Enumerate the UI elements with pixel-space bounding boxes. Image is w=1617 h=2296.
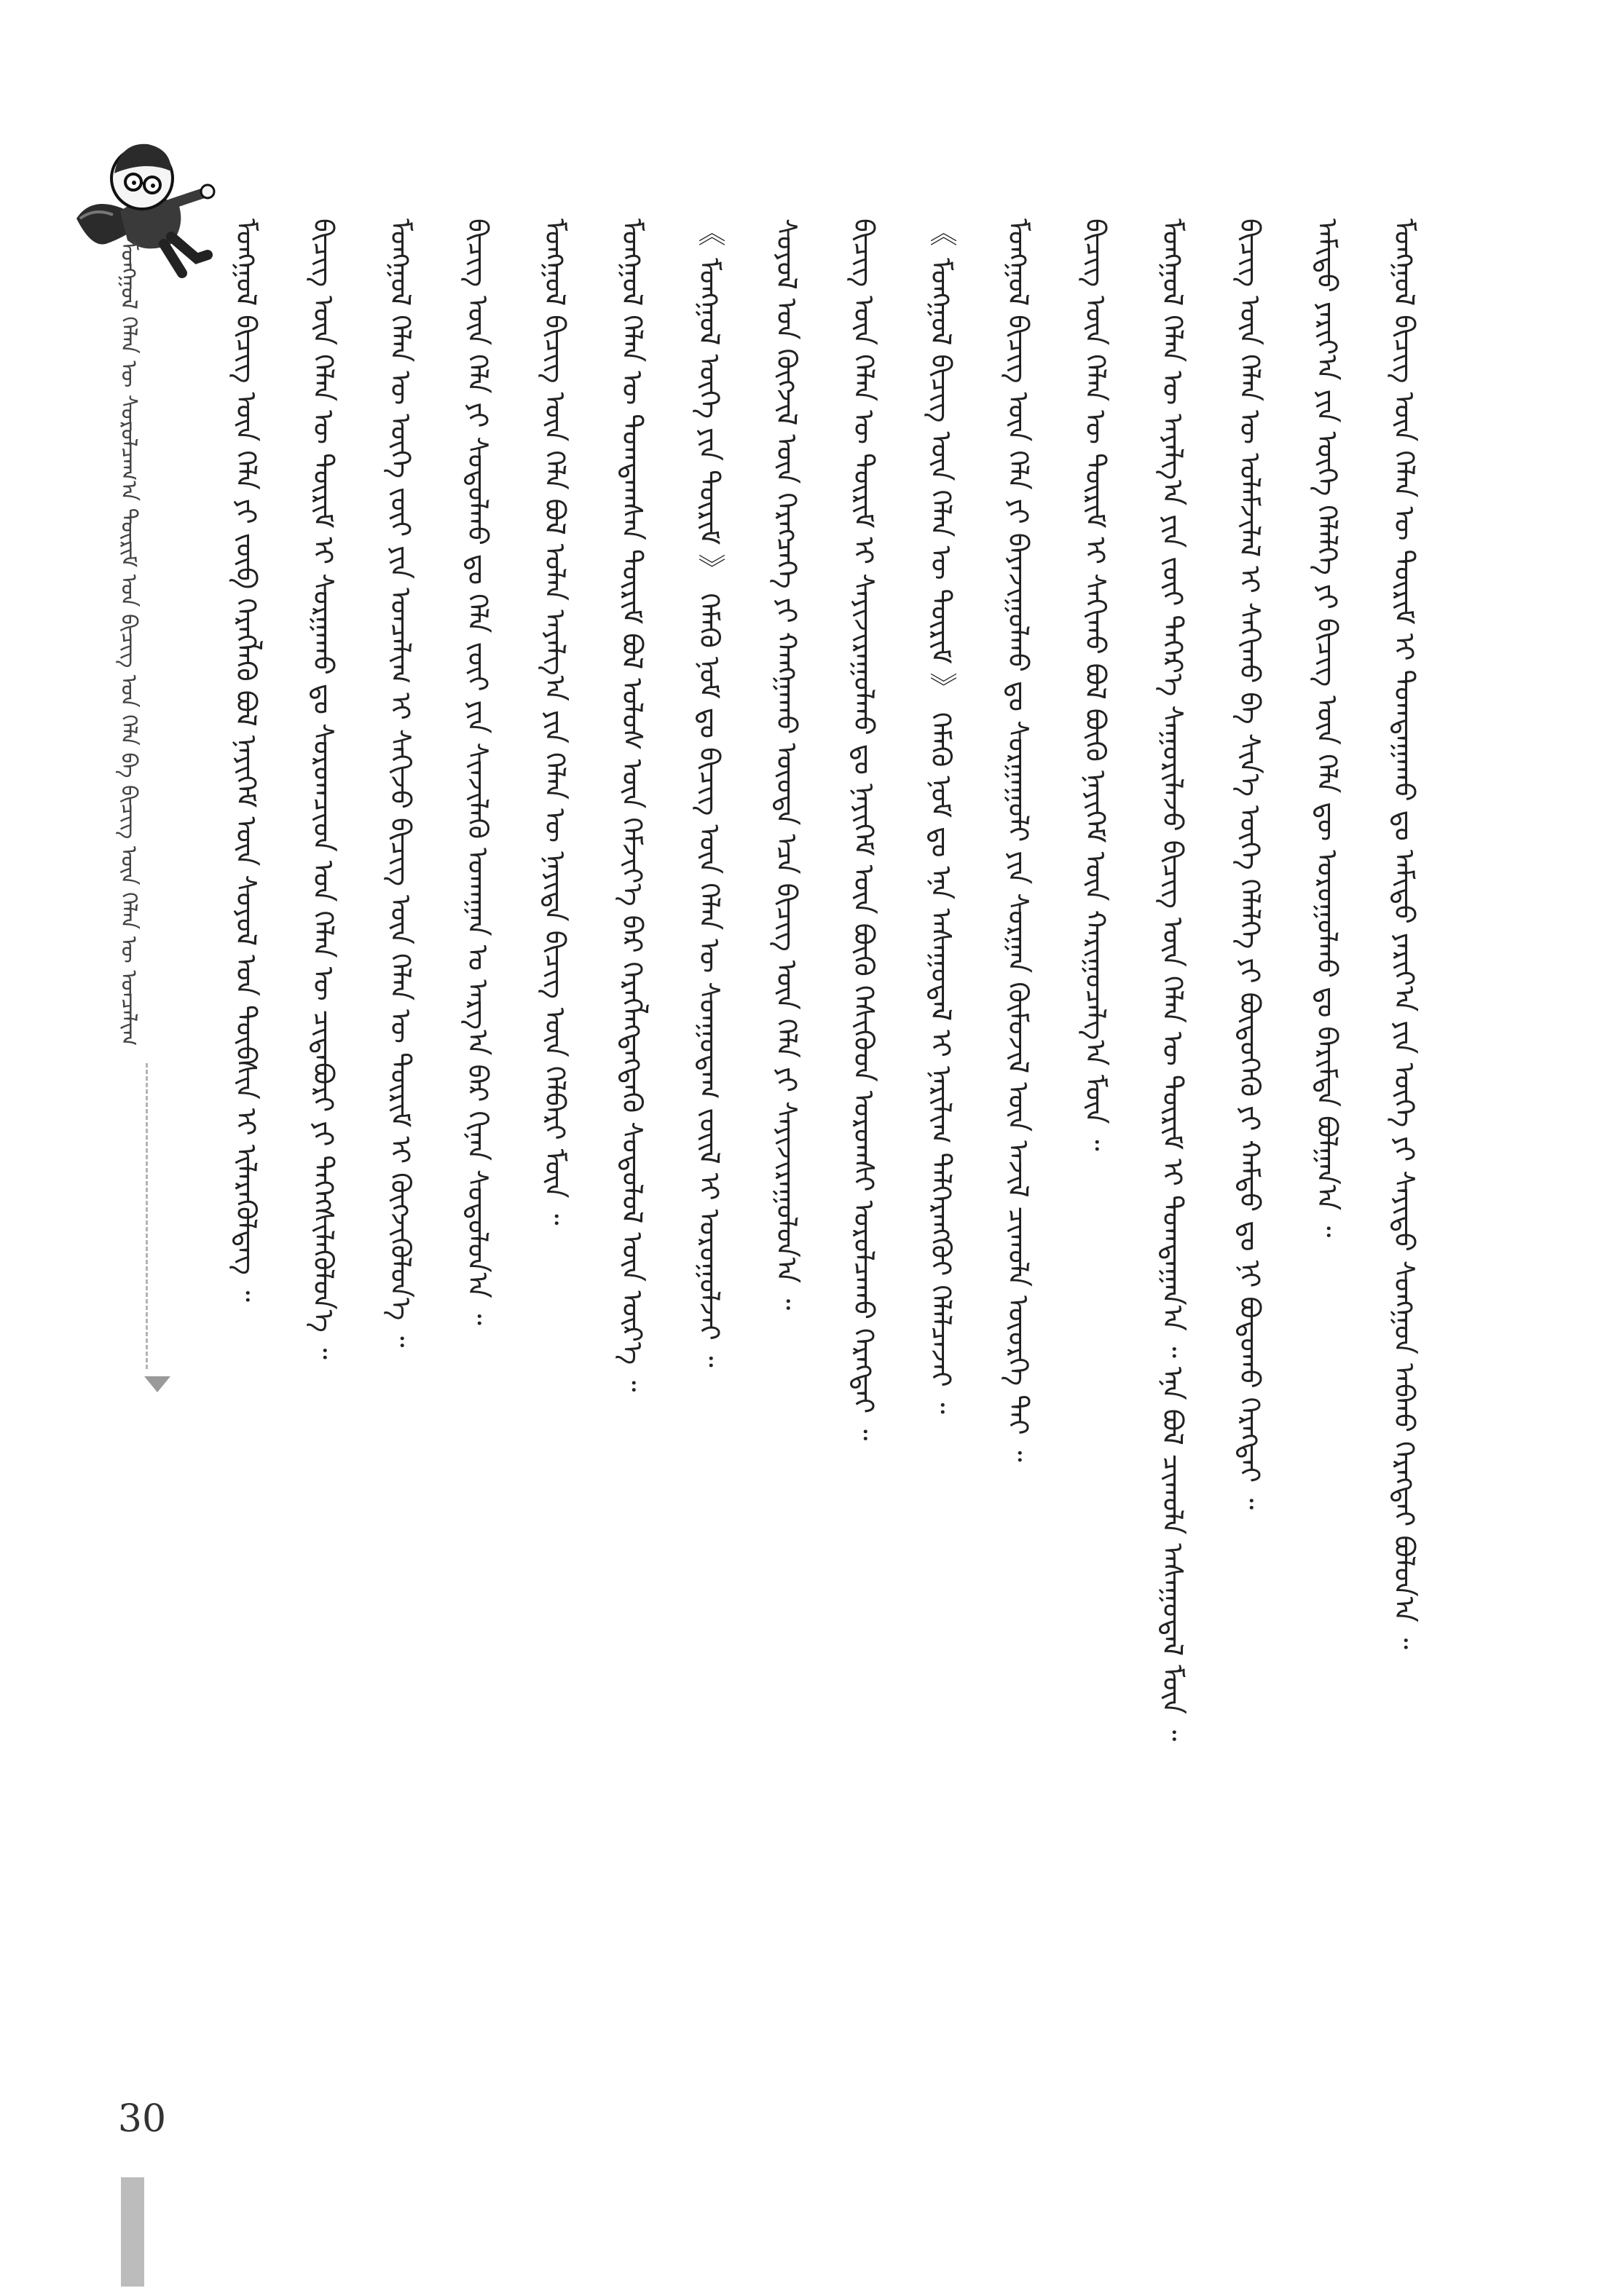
text-column: ᠮᠣᠩᠭᠣᠯ ᠪᠢᠴᠢᠭ ᠦᠨ ᠬᠡᠯᠡ ᠶᠢ ᠵᠥᠪ ᠬᠡᠷᠡᠭᠯᠡᠬᠦ ᠪᠣᠯ ᠨᠡᠶᠢᠭᠡᠮ ᠦᠨ ᠰᠣᠶᠣᠯ ᠤᠨ ᠲᠦᠪᠰᠢᠨ ᠢ ᠢᠯᠡᠷᠡᠭᠦᠯᠳᠡᠭ ᠃ <box>230 218 262 1302</box>
page-edge-tab <box>121 2177 144 2287</box>
text-column: ᠪᠢᠴᠢᠭ ᠦᠨ ᠬᠡᠯᠡᠨ ᠦ ᠳᠦᠷᠢᠮ ᠢ ᠰᠠᠬᠢᠬᠤ ᠪᠣᠯ ᠪᠦᠬᠦ ᠨᠡᠶᠢᠭᠡᠮ ᠦᠨ ᠬᠠᠷᠢᠭᠤᠴᠠᠯᠭ᠎ᠠ ᠮᠥᠨ ᠃ <box>1079 218 1112 1151</box>
text-column: ᠪᠢᠴᠢᠭ ᠦᠨ ᠬᠡᠯᠡᠨ ᠦ ᠳᠦᠷᠢᠮ ᠢ ᠰᠤᠷᠭᠠᠬᠤ ᠳᠤ ᠰᠤᠷᠤᠭᠴᠢᠳ ᠤᠨ ᠬᠡᠯᠡᠨ ᠦ ᠴᠢᠳᠠᠪᠤᠷᠢ ᠶᠢ ᠳᠡᠭᠡᠭᠰᠢᠯᠡᠭᠦᠯᠦᠨ᠎ᠡ ᠃ <box>307 218 339 1360</box>
running-header: ᠮᠣᠩᠭᠣᠯ ᠬᠡᠯᠡᠨ ᠦ ᠰᠤᠷᠤᠯᠴᠠᠭ᠎ᠠ ᠳᠦᠷᠢᠮ ᠤᠨ ᠪᠢᠴᠢᠭ ᠤᠨ ᠬᠡᠯᠡ ᠪᠠ ᠪᠢᠴᠢᠭ ᠦᠨ ᠬᠡᠯᠡᠨ ᠦ ᠣᠨᠴᠠᠯᠢᠭ <box>116 240 141 1046</box>
text-column: ᠪᠢᠴᠢᠭ ᠦᠨ ᠬᠡᠯᠡ ᠶᠢ ᠰᠤᠳᠤᠯᠬᠤ ᠳᠤ ᠬᠡᠯᠡ ᠵᠦᠢ ᠶᠢᠨ ᠰᠢᠨᠵᠢᠯᠡᠬᠦ ᠤᠬᠠᠭᠠᠨ ᠤ ᠠᠷᠭ᠎ᠠ ᠪᠠᠷ ᠬᠢᠨᠠᠨ ᠰᠤᠳᠤᠯᠤᠨ᠎ᠠ ᠃ <box>462 218 494 1325</box>
text-column: ᠮᠣᠩᠭᠣᠯ ᠬᠡᠯᠡᠨ ᠦ ᠲᠣᠭᠲᠠᠭᠰᠠᠨ ᠳᠦᠷᠢᠮ ᠪᠣᠯ ᠤᠯᠤᠰ ᠦᠨ ᠬᠡᠮᠵᠢᠶ᠎ᠡ ᠪᠡᠷ ᠬᠡᠷᠡᠭᠯᠡᠭᠳᠡᠭᠳᠡᠬᠦ ᠰᠤᠳᠤᠯᠤᠯ ᠦᠨ ᠦᠷ᠎ᠡ ᠃ <box>616 218 648 1392</box>
body-text <box>219 218 1457 2083</box>
triangle-arrow-icon <box>144 1376 170 1392</box>
header-dashed-line <box>146 1063 148 1369</box>
text-column: ᠪᠢᠴᠢᠭ ᠦᠨ ᠬᠡᠯᠡᠨ ᠦ ᠤᠯᠠᠮᠵᠢᠯᠠᠯ ᠢ ᠰᠠᠬᠢᠬᠤ ᠪᠠ ᠰᠢᠨ᠎ᠡ ᠦᠭᠡ ᠬᠡᠯᠡᠯᠭᠡ ᠶᠢ ᠪᠦᠲᠦᠭᠡᠬᠦ ᠶᠢ ᠬᠠᠮᠲᠤ ᠳᠤ ᠨᠢ ᠪᠣᠳᠣᠬᠤ ᠬᠡᠷᠡᠭᠲᠡᠢ ᠃ <box>1234 218 1266 1510</box>
text-column: ᠪᠢᠴᠢᠭ ᠦᠨ ᠬᠡᠯᠡᠨ ᠦ ᠳᠦᠷᠢᠮ ᠢ ᠰᠠᠶᠢᠵᠢᠷᠠᠭᠤᠯᠬᠤ ᠳᠤ ᠨᠡᠶᠢᠭᠡᠮ ᠦᠨ ᠪᠦᠬᠦ ᠭᠡᠰᠢᠭᠦᠳ ᠤᠷᠤᠭᠰᠢ ᠣᠷᠤᠯᠴᠠᠬᠤ ᠬᠡᠷᠡᠭᠲᠡᠢ ᠃ <box>848 218 880 1441</box>
text-column: ᠮᠣᠩᠭᠣᠯ ᠬᠡᠯᠡᠨ ᠦ ᠦᠭᠡ ᠵᠦᠢ ᠶᠢᠨ ᠣᠨᠴᠠᠯᠢᠭ ᠢ ᠰᠠᠬᠢᠵᠤ ᠪᠢᠴᠢᠭ ᠦᠨ ᠬᠡᠯᠡᠨ ᠦ ᠳᠦᠷᠢᠮ ᠢ ᠬᠥᠭᠵᠢᠭᠦᠯᠦᠨ᠎ᠡ ᠃ <box>385 218 417 1348</box>
text-column: ᠰᠣᠶᠣᠯ ᠤᠨ ᠬᠥᠭᠵᠢᠯ ᠦᠨ ᠬᠡᠷᠡᠭᠴᠡᠭᠡ ᠶᠢ ᠬᠠᠩᠭᠠᠬᠤ ᠦᠦᠳᠡ ᠡᠴᠡ ᠪᠢᠴᠢᠭ ᠦᠨ ᠬᠡᠯᠡ ᠶᠢ ᠰᠠᠶᠢᠵᠢᠷᠠᠭᠤᠯᠤᠨ᠎ᠠ ᠃ <box>771 218 803 1311</box>
text-column: ᠮᠣᠩᠭᠣᠯ ᠪᠢᠴᠢᠭ ᠦᠨ ᠬᠡᠯᠡ ᠶᠢ ᠪᠠᠶᠠᠵᠢᠭᠤᠯᠬᠤ ᠳᠤ ᠰᠤᠷᠭᠠᠭᠤᠯᠢ ᠶᠢᠨ ᠰᠤᠷᠭᠠᠨ ᠬᠦᠮᠦᠵᠢᠯ ᠦᠨ ᠠᠵᠢᠯ ᠴᠢᠬᠤᠯᠠ ᠦᠦᠷᠭᠡ ᠲᠡᠢ ᠃ <box>1002 218 1034 1462</box>
text-column: ᠮᠣᠩᠭᠣᠯ ᠬᠡᠯᠡᠨ ᠦ ᠠᠶᠠᠯᠭ᠎ᠠ ᠶᠢᠨ ᠵᠦᠢ ᠳᠡᠭᠡᠷ᠎ᠡ ᠰᠠᠭᠤᠷᠢᠯᠠᠵᠤ ᠪᠢᠴᠢᠭ ᠦᠨ ᠬᠡᠯᠡᠨ ᠦ ᠳᠦᠷᠢᠮ ᠢ ᠲᠣᠭᠲᠠᠭᠠᠨ᠎ᠠ ᠃ ᠡᠨᠡ ᠪᠣᠯ ᠴᠢᠬᠤᠯᠠ ᠠᠰᠠᠭᠤᠳᠠᠯ ᠮᠦᠨ ᠃ <box>1157 218 1189 1742</box>
text-column: ᠮᠣᠩᠭᠣᠯ ᠪᠢᠴᠢᠭ ᠦᠨ ᠬᠡᠯᠡ ᠪᠣᠯ ᠣᠯᠠᠨ ᠠᠶᠠᠯᠭ᠎ᠠ ᠶᠢᠨ ᠬᠡᠯᠡᠨ ᠦ ᠨᠡᠶᠢᠲᠡ ᠪᠢᠴᠢᠭ ᠦᠨ ᠬᠡᠯᠪᠡᠷᠢ ᠮᠥᠨ ᠃ <box>539 218 571 1226</box>
text-column: ᠮᠣᠩᠭᠣᠯ ᠪᠢᠴᠢᠭ ᠦᠨ ᠬᠡᠯᠡᠨ ᠦ ᠳᠦᠷᠢᠮ ᠢ ᠲᠣᠭᠲᠠᠭᠠᠬᠤ ᠳᠤ ᠠᠮᠢᠳᠤ ᠶᠠᠷᠢᠶ᠎ᠠ ᠶᠢᠨ ᠦᠭᠡ ᠶᠢ ᠰᠠᠶᠢᠲᠤ ᠰᠣᠩᠭᠣᠨ ᠠᠪᠬᠤ ᠬᠡᠷᠡᠭᠲᠡᠢ ᠪᠣᠯᠤᠨ᠎ᠠ ᠃ <box>1388 218 1420 1650</box>
text-column: 《 ᠮᠣᠩᠭᠣᠯ ᠦᠭᠡ ᠶᠢᠨ ᠳᠦᠷᠢᠮ 》 ᠬᠡᠮᠡᠬᠦ ᠨᠣᠮ ᠳᠤ ᠪᠢᠴᠢᠭ ᠦᠨ ᠬᠡᠯᠡᠨ ᠦ ᠰᠣᠨᠭᠣᠳᠠᠭ ᠵᠦᠢᠯ ᠢ ᠣᠷᠣᠭᠤᠯᠵᠠᠢ ᠃ <box>693 218 725 1368</box>
text-column: 《 ᠮᠣᠩᠭᠣᠯ ᠪᠢᠴᠢᠭ ᠦᠨ ᠬᠡᠯᠡᠨ ᠦ ᠳᠦᠷᠢᠮ 》 ᠬᠡᠮᠡᠬᠦ ᠨᠣᠮ ᠳᠤ ᠡᠨᠡ ᠠᠰᠠᠭᠤᠳᠠᠯ ᠢ ᠨᠠᠷᠢᠯᠢᠭ ᠳᠡᠯᠭᠡᠷᠡᠩᠭᠦᠢ ᠬᠡᠯᠡᠯᠴᠡᠵᠡᠢ ᠃ <box>925 218 957 1414</box>
page-number: 30 <box>117 2097 167 2141</box>
text-column: ᠠᠮᠢᠳᠤ ᠶᠠᠷᠢᠶ᠎ᠠ ᠶᠢᠨ ᠦᠭᠡ ᠬᠡᠯᠡᠯᠭᠡ ᠶᠢ ᠪᠢᠴᠢᠭ ᠦᠨ ᠬᠡᠯᠡ ᠳᠦ ᠣᠷᠣᠭᠤᠯᠬᠤ ᠳᠤ ᠪᠠᠷᠢᠮᠲᠠ ᠪᠣᠯᠭᠠᠨ᠎ᠠ ᠃ <box>1311 218 1343 1238</box>
